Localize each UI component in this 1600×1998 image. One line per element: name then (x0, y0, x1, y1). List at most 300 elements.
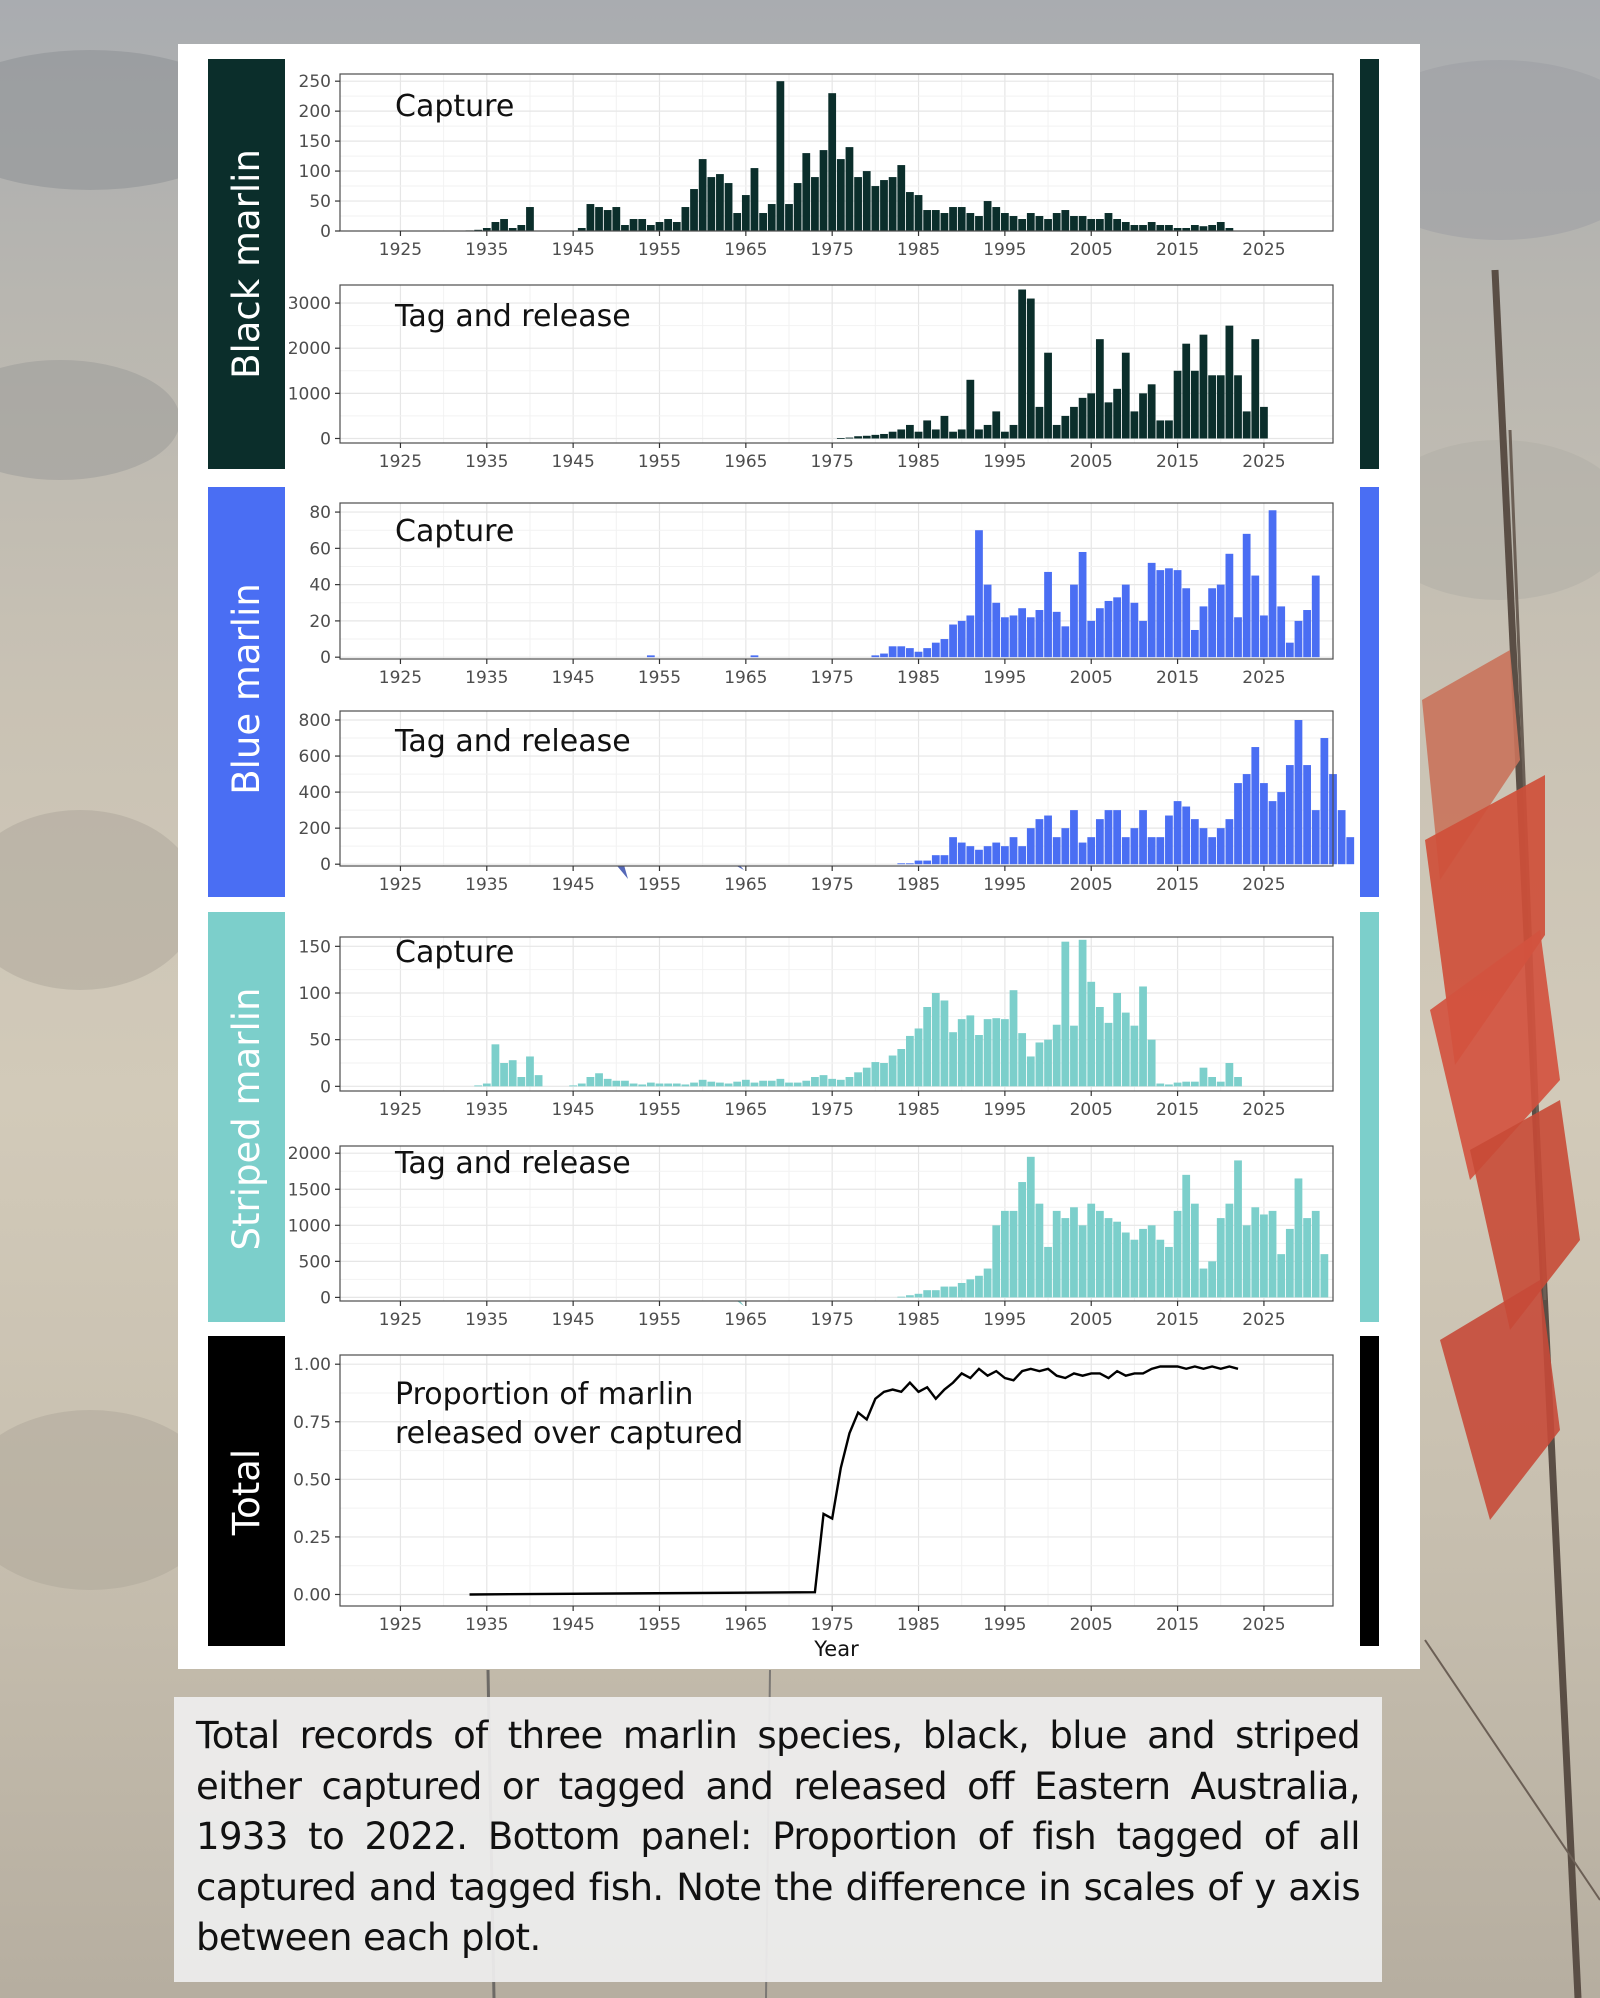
bar-striped-capture-1950 (612, 1081, 620, 1087)
bar-striped-tag-1990 (958, 1283, 966, 1297)
bar-striped-tag-2014 (1165, 1247, 1173, 1297)
bar-striped-capture-1936 (492, 1044, 500, 1086)
caption-box (174, 1697, 1382, 1982)
bar-blue-tag-2009 (1122, 837, 1130, 864)
bar-striped-tag-1993 (984, 1269, 992, 1298)
bar-striped-capture-1959 (690, 1083, 698, 1087)
bar-striped-capture-1948 (595, 1073, 603, 1086)
bar-striped-tag-1987 (932, 1290, 940, 1297)
bar-striped-tag-1998 (1027, 1157, 1035, 1298)
bar-striped-capture-1935 (483, 1084, 491, 1087)
x-tick-label: 1945 (551, 875, 595, 895)
x-axis-title: Year (814, 1637, 859, 1661)
x-tick-label: 1935 (465, 240, 509, 260)
bar-black-capture-1959 (690, 189, 698, 231)
bar-striped-tag-2028 (1286, 1229, 1294, 1297)
bar-black-tag-1984 (906, 425, 914, 439)
bar-black-tag-1979 (863, 436, 871, 439)
bar-striped-tag-2016 (1182, 1175, 1190, 1298)
figure-panel (178, 44, 1420, 1669)
bar-blue-capture-1981 (880, 654, 888, 658)
bar-black-tag-2015 (1174, 371, 1182, 439)
bar-blue-tag-2029 (1295, 720, 1303, 864)
bar-black-tag-2009 (1122, 353, 1130, 439)
bar-striped-capture-1975 (828, 1079, 836, 1086)
x-tick-label: 2015 (1155, 1310, 1200, 1330)
bar-black-capture-1976 (837, 159, 845, 231)
bar-black-capture-1995 (1001, 213, 1009, 231)
x-tick-label: 1975 (810, 875, 854, 895)
bar-blue-capture-1966 (751, 655, 759, 657)
bar-blue-tag-2012 (1148, 837, 1156, 864)
y-tick-label: 2000 (287, 339, 331, 360)
bar-striped-capture-2002 (1061, 942, 1069, 1087)
bar-striped-tag-2007 (1105, 1218, 1113, 1297)
bar-black-tag-2014 (1165, 420, 1173, 438)
bar-blue-tag-1987 (932, 855, 940, 864)
x-tick-label: 1925 (378, 1100, 423, 1120)
bar-striped-capture-1985 (915, 1028, 923, 1086)
bar-black-capture-1978 (854, 177, 862, 231)
bar-blue-capture-2004 (1079, 552, 1087, 657)
bar-striped-capture-1939 (517, 1077, 525, 1086)
y-tick-label: 250 (298, 72, 331, 93)
x-tick-label: 1945 (551, 452, 595, 472)
bar-blue-tag-2027 (1277, 792, 1285, 864)
x-tick-label: 1965 (724, 875, 768, 895)
bar-black-capture-1971 (794, 183, 802, 231)
x-tick-label: 1985 (896, 1310, 941, 1330)
x-tick-label: 1945 (551, 668, 595, 688)
y-tick-label: 60 (309, 539, 331, 560)
bar-blue-tag-2011 (1139, 810, 1147, 864)
bar-striped-capture-1980 (871, 1062, 879, 1086)
bar-blue-tag-1992 (975, 850, 983, 864)
bar-blue-tag-2003 (1070, 810, 1078, 864)
x-tick-label: 2015 (1155, 1615, 1200, 1635)
x-tick-label: 2005 (1069, 875, 1113, 895)
x-tick-label: 1935 (465, 1100, 509, 1120)
bar-striped-capture-1962 (716, 1083, 724, 1087)
bar-blue-capture-2026 (1269, 510, 1277, 657)
bar-striped-tag-1991 (966, 1279, 974, 1297)
y-tick-label: 80 (309, 503, 331, 524)
bar-striped-capture-1940 (526, 1056, 534, 1086)
bar-black-capture-2012 (1148, 222, 1156, 231)
x-tick-label: 1945 (551, 1100, 595, 1120)
bar-striped-capture-2008 (1113, 993, 1121, 1086)
x-tick-label: 1975 (810, 1100, 854, 1120)
x-tick-label: 1985 (896, 1100, 941, 1120)
bar-striped-capture-1971 (794, 1083, 802, 1087)
x-tick-label: 1945 (551, 1310, 595, 1330)
bar-striped-capture-1974 (820, 1075, 828, 1086)
y-tick-label: 2000 (287, 1144, 331, 1165)
x-tick-label: 1985 (896, 240, 941, 260)
bar-striped-tag-1996 (1010, 1211, 1018, 1298)
bar-blue-tag-1998 (1027, 828, 1035, 864)
bar-striped-tag-2021 (1226, 1204, 1234, 1298)
bar-black-tag-2011 (1139, 393, 1147, 438)
bar-blue-tag-2028 (1286, 765, 1294, 864)
y-tick-label: 150 (298, 132, 331, 153)
bar-blue-capture-2019 (1208, 588, 1216, 657)
plot-black-tag (288, 285, 1333, 472)
bar-blue-capture-2002 (1061, 626, 1069, 657)
x-tick-label: 1925 (378, 1615, 423, 1635)
panel-title: Proportion of marlin (395, 1377, 694, 1412)
bar-blue-tag-2019 (1208, 837, 1216, 864)
bar-black-capture-2011 (1139, 225, 1147, 231)
x-tick-label: 1995 (983, 1100, 1027, 1120)
bar-blue-tag-1994 (992, 843, 1000, 865)
x-tick-label: 1985 (896, 668, 941, 688)
y-tick-label: 0.50 (293, 1470, 331, 1491)
bar-blue-tag-2005 (1087, 837, 1095, 864)
y-tick-label: 0 (320, 222, 331, 242)
bar-black-capture-1949 (604, 210, 612, 231)
bar-black-capture-1965 (742, 195, 750, 231)
bar-striped-capture-1998 (1027, 1056, 1035, 1086)
bar-blue-capture-1988 (941, 639, 949, 657)
x-tick-label: 1935 (465, 452, 509, 472)
bar-black-tag-2013 (1156, 420, 1164, 438)
bar-black-tag-1993 (984, 425, 992, 439)
bar-blue-capture-1990 (958, 621, 966, 657)
bar-black-tag-1986 (923, 420, 931, 438)
x-tick-label: 2005 (1069, 1310, 1113, 1330)
bar-black-capture-2014 (1165, 225, 1173, 231)
bar-black-capture-2002 (1061, 210, 1069, 231)
y-tick-label: 40 (309, 575, 331, 596)
x-tick-label: 1945 (551, 240, 595, 260)
bar-striped-capture-2021 (1226, 1063, 1234, 1086)
x-tick-label: 1925 (378, 875, 423, 895)
bar-black-capture-2010 (1131, 225, 1139, 231)
bar-blue-tag-1986 (923, 861, 931, 865)
bar-striped-capture-1972 (802, 1081, 810, 1087)
bar-blue-tag-1993 (984, 846, 992, 864)
plot-blue-capture (309, 503, 1333, 688)
y-tick-label: 100 (298, 162, 331, 183)
bar-black-capture-1990 (958, 207, 966, 231)
bar-black-tag-2007 (1105, 402, 1113, 438)
bar-black-capture-1962 (716, 174, 724, 231)
bar-black-tag-2018 (1200, 335, 1208, 439)
bar-striped-tag-2023 (1243, 1225, 1251, 1297)
x-tick-label: 1935 (465, 875, 509, 895)
bar-striped-capture-2004 (1079, 940, 1087, 1087)
bar-black-tag-1976 (837, 438, 845, 439)
bar-striped-capture-1977 (846, 1077, 854, 1086)
bar-striped-tag-2031 (1312, 1211, 1320, 1298)
bar-black-capture-1954 (647, 225, 655, 231)
bar-blue-tag-2025 (1260, 783, 1268, 864)
total-label: Total (225, 1448, 268, 1536)
bar-black-tag-2012 (1148, 384, 1156, 438)
bar-striped-tag-2011 (1139, 1229, 1147, 1297)
bar-striped-capture-1938 (509, 1060, 517, 1086)
x-tick-label: 1975 (810, 240, 854, 260)
bar-black-capture-1996 (1010, 216, 1018, 231)
bar-striped-capture-1997 (1018, 1033, 1026, 1086)
bar-blue-tag-2022 (1234, 783, 1242, 864)
x-tick-label: 1995 (983, 1310, 1027, 1330)
x-tick-label: 1975 (810, 452, 854, 472)
bar-blue-tag-1990 (958, 843, 966, 865)
bar-striped-tag-1988 (941, 1287, 949, 1298)
bar-striped-capture-1960 (699, 1080, 707, 1087)
x-tick-label: 1965 (724, 1100, 768, 1120)
bar-blue-tag-1985 (915, 861, 923, 865)
bar-black-capture-1982 (889, 177, 897, 231)
bar-striped-tag-2005 (1087, 1204, 1095, 1298)
bar-blue-capture-1994 (992, 603, 1000, 657)
bar-black-capture-2008 (1113, 219, 1121, 231)
x-tick-label: 1925 (378, 668, 423, 688)
bar-striped-capture-2006 (1096, 1007, 1104, 1086)
bar-blue-tag-1984 (906, 863, 914, 864)
bar-striped-tag-2010 (1131, 1240, 1139, 1298)
bar-striped-capture-1989 (949, 1032, 957, 1086)
bar-blue-tag-2008 (1113, 810, 1121, 864)
bar-striped-capture-2015 (1174, 1083, 1182, 1087)
bar-black-capture-2007 (1105, 213, 1113, 231)
bar-striped-capture-1982 (889, 1056, 897, 1087)
panel-title-line-2: released over captured (395, 1416, 744, 1451)
bar-blue-tag-2023 (1243, 774, 1251, 864)
bar-blue-tag-2031 (1312, 810, 1320, 864)
bar-black-capture-2017 (1191, 225, 1199, 231)
bar-black-tag-1991 (966, 380, 974, 439)
y-tick-label: 0 (320, 429, 331, 450)
bar-striped-tag-1986 (923, 1290, 931, 1297)
bar-black-capture-1963 (725, 183, 733, 231)
bar-black-capture-1992 (975, 216, 983, 231)
y-tick-label: 200 (298, 102, 331, 123)
x-tick-label: 2005 (1069, 668, 1113, 688)
bar-blue-capture-1997 (1018, 608, 1026, 657)
bar-striped-capture-1963 (725, 1084, 733, 1087)
bar-black-tag-1983 (897, 429, 905, 438)
bar-blue-tag-2026 (1269, 801, 1277, 864)
bar-black-capture-1989 (949, 207, 957, 231)
bar-black-capture-1936 (492, 222, 500, 231)
bar-black-tag-1988 (941, 416, 949, 439)
bar-black-capture-1985 (915, 195, 923, 231)
bar-black-capture-1994 (992, 207, 1000, 231)
bar-blue-tag-2034 (1338, 810, 1346, 864)
y-tick-label: 200 (298, 819, 331, 840)
y-tick-label: 0 (320, 648, 331, 669)
y-tick-label: 1000 (287, 1216, 331, 1237)
x-tick-label: 2005 (1069, 1100, 1113, 1120)
bar-blue-capture-2023 (1243, 534, 1251, 657)
bar-black-capture-2006 (1096, 219, 1104, 231)
bar-striped-capture-2003 (1070, 1026, 1078, 1087)
bar-black-capture-1993 (984, 201, 992, 231)
bar-striped-tag-2017 (1191, 1204, 1199, 1298)
panel-title: Capture (395, 935, 515, 970)
bar-black-capture-1991 (966, 213, 974, 231)
bar-striped-capture-1991 (966, 1015, 974, 1086)
bar-black-capture-1986 (923, 210, 931, 231)
bar-blue-capture-2021 (1226, 554, 1234, 657)
bar-striped-capture-1954 (647, 1083, 655, 1087)
bar-black-tag-2000 (1044, 353, 1052, 439)
bar-striped-capture-1969 (776, 1079, 784, 1086)
y-tick-label: 800 (298, 711, 331, 732)
bar-striped-tag-2030 (1303, 1218, 1311, 1297)
x-tick-label: 1965 (724, 1615, 768, 1635)
y-tick-label: 1500 (287, 1180, 331, 1201)
plot-total-proportion (293, 1355, 1333, 1661)
bar-striped-tag-1984 (906, 1295, 914, 1297)
bar-blue-capture-2007 (1105, 601, 1113, 657)
bar-blue-tag-2015 (1174, 801, 1182, 864)
bar-striped-capture-1934 (474, 1085, 482, 1086)
bar-black-tag-2003 (1070, 407, 1078, 439)
bar-blue-tag-2010 (1131, 828, 1139, 864)
bar-blue-tag-2017 (1191, 819, 1199, 864)
y-tick-label: 0 (320, 1077, 331, 1098)
bar-striped-tag-2000 (1044, 1247, 1052, 1297)
x-tick-label: 2015 (1155, 240, 1200, 260)
bar-black-tag-2024 (1251, 339, 1259, 438)
bar-black-capture-1970 (785, 204, 793, 231)
bar-black-tag-2008 (1113, 389, 1121, 439)
bar-black-tag-1989 (949, 432, 957, 439)
x-tick-label: 1965 (724, 240, 768, 260)
bar-striped-tag-1999 (1036, 1204, 1044, 1298)
bar-striped-capture-1949 (604, 1079, 612, 1086)
bar-blue-capture-1954 (647, 655, 655, 657)
bar-black-capture-1958 (682, 207, 690, 231)
bar-striped-capture-1964 (733, 1082, 741, 1087)
x-tick-label: 1985 (896, 1615, 941, 1635)
x-tick-label: 1955 (637, 1310, 682, 1330)
bar-striped-capture-1952 (630, 1084, 638, 1087)
bar-black-capture-1977 (846, 147, 854, 231)
bar-striped-capture-1979 (863, 1068, 871, 1087)
bar-blue-tag-2004 (1079, 843, 1087, 865)
bar-blue-tag-2007 (1105, 810, 1113, 864)
bar-black-capture-1984 (906, 192, 914, 231)
bar-striped-capture-1965 (742, 1080, 750, 1087)
x-tick-label: 2025 (1242, 668, 1286, 688)
bar-striped-capture-1951 (621, 1081, 629, 1087)
bar-blue-tag-2018 (1200, 828, 1208, 864)
bar-blue-capture-2011 (1139, 621, 1147, 657)
bar-striped-tag-2024 (1251, 1207, 1259, 1297)
bar-striped-tag-2013 (1156, 1240, 1164, 1298)
y-tick-label: 0.75 (293, 1412, 331, 1433)
bar-blue-capture-2024 (1251, 576, 1259, 658)
bar-striped-tag-2008 (1113, 1222, 1121, 1298)
bar-black-capture-1956 (664, 219, 672, 231)
bar-striped-capture-1978 (854, 1072, 862, 1086)
bar-blue-capture-1993 (984, 585, 992, 658)
plot-striped-tag (288, 1144, 1333, 1330)
x-tick-label: 1955 (637, 452, 682, 472)
bar-striped-capture-2019 (1208, 1077, 1216, 1086)
bar-striped-capture-2017 (1191, 1082, 1199, 1087)
bar-blue-tag-1988 (941, 855, 949, 864)
bar-black-tag-2023 (1243, 411, 1251, 438)
bar-blue-tag-1996 (1010, 837, 1018, 864)
plot-striped-capture (299, 935, 1333, 1120)
bar-blue-capture-2030 (1303, 610, 1311, 657)
x-tick-label: 1935 (465, 1615, 509, 1635)
bar-blue-capture-2009 (1122, 585, 1130, 658)
bar-blue-capture-2005 (1087, 621, 1095, 657)
y-tick-label: 0.00 (293, 1585, 331, 1606)
bar-black-tag-2020 (1217, 375, 1225, 438)
bar-black-capture-1955 (656, 222, 664, 231)
bar-black-capture-2000 (1044, 219, 1052, 231)
x-tick-label: 1955 (637, 1615, 682, 1635)
y-tick-label: 0 (320, 855, 331, 876)
bar-striped-tag-2022 (1234, 1160, 1242, 1297)
y-tick-label: 400 (298, 783, 331, 804)
bar-blue-capture-1984 (906, 648, 914, 657)
bar-blue-tag-2021 (1226, 819, 1234, 864)
x-tick-label: 2025 (1242, 452, 1286, 472)
bar-blue-capture-1992 (975, 530, 983, 657)
bar-black-tag-2002 (1061, 416, 1069, 439)
x-tick-label: 1995 (983, 875, 1027, 895)
bar-striped-capture-1990 (958, 1019, 966, 1086)
x-tick-label: 1965 (724, 1310, 768, 1330)
bar-blue-capture-2001 (1053, 612, 1061, 657)
x-tick-label: 2015 (1155, 1100, 1200, 1120)
bar-black-tag-1980 (871, 435, 879, 439)
bar-black-capture-1953 (638, 219, 646, 231)
bar-striped-tag-2003 (1070, 1207, 1078, 1297)
bar-black-capture-2004 (1079, 216, 1087, 231)
x-tick-label: 1965 (724, 668, 768, 688)
y-tick-label: 1000 (287, 384, 331, 405)
bar-striped-capture-1976 (837, 1080, 845, 1087)
plots-layer (288, 72, 1354, 1661)
bar-black-capture-2009 (1122, 222, 1130, 231)
bar-black-tag-1994 (992, 411, 1000, 438)
x-tick-label: 1975 (810, 668, 854, 688)
bar-blue-capture-2006 (1096, 608, 1104, 657)
bar-black-capture-1957 (673, 222, 681, 231)
y-tick-label: 0.25 (293, 1527, 331, 1548)
bar-black-capture-1964 (733, 213, 741, 231)
bar-black-capture-1988 (941, 213, 949, 231)
bar-blue-tag-1995 (1001, 846, 1009, 864)
bar-striped-capture-2014 (1165, 1084, 1173, 1086)
bar-black-tag-2017 (1191, 371, 1199, 439)
bar-striped-capture-1961 (707, 1082, 715, 1087)
bar-black-tag-1982 (889, 432, 897, 439)
bar-striped-tag-2001 (1053, 1211, 1061, 1298)
bar-black-tag-2001 (1053, 425, 1061, 439)
bar-striped-capture-1955 (656, 1084, 664, 1087)
bar-black-tag-2004 (1079, 398, 1087, 439)
bar-blue-capture-2012 (1148, 563, 1156, 657)
marlin-chart-figure (178, 44, 1420, 1669)
bar-striped-capture-2005 (1087, 982, 1095, 1087)
total-right-strip (1360, 1336, 1379, 1646)
bar-black-capture-1999 (1036, 216, 1044, 231)
x-tick-label: 1925 (378, 452, 423, 472)
x-tick-label: 1925 (378, 240, 423, 260)
bar-black-capture-1939 (517, 225, 525, 231)
